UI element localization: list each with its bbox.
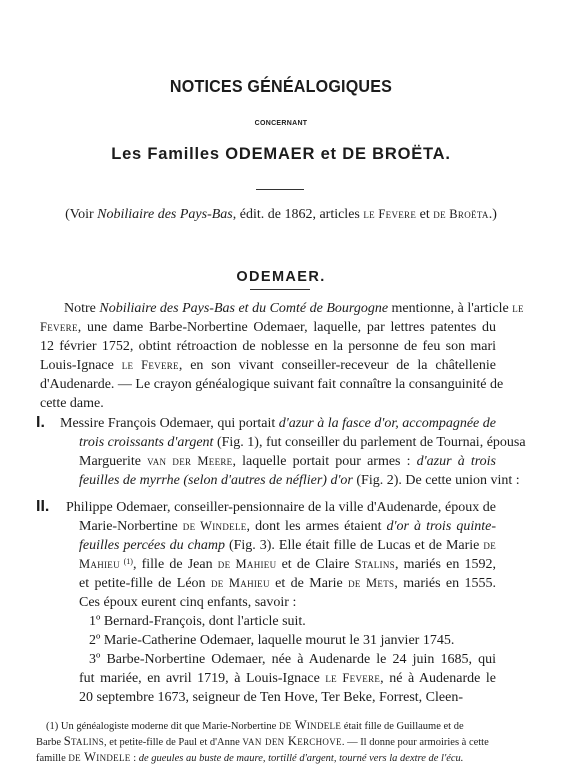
degree-ii-line [89,614,306,630]
small-caps-run: Mahieu [79,557,120,571]
italic-run: feuilles de myrrhe (selon d'autres de néflier) d'or [79,473,353,488]
footnote-ref[interactable]: (1) [119,557,133,566]
degree-ii-line [89,652,496,668]
text-run: et de Marie [269,576,349,591]
italic-run: d'azur à trois [416,454,496,469]
text-run: était fille de Guillaume et de [341,721,464,732]
small-caps-run: le Fevere [121,358,179,372]
ref-open: (Voir [65,207,98,222]
italic-run: feuilles percées du champ [79,538,225,553]
degree-numeral-i: I. [36,414,45,431]
text-run: , en son vivant conseiller-receveur de la châtellenie [178,358,496,373]
text-run: Ces époux eurent cinq enfants, savoir : [79,595,297,610]
text-run: . — Il donne pour armoiries à cette [341,737,489,748]
ref-edition: , édit. de 1862, articles [232,207,364,222]
families-prefix: Les Familles [111,145,220,163]
footnote-line [36,750,463,765]
italic-run: de gueules au buste de maure, tortillé d'argent, tourné vers la dextre de l'écu. [138,753,464,764]
text-run: , mariés en 1592, [394,557,497,572]
text-run: Marie-Norbertine [79,519,183,534]
text-run: 3º Barbe-Norbertine Odemaer, née à Audenarde le 24 juin 1685, qui [89,652,496,667]
small-caps-run: Fevere [40,320,78,334]
footnote-line [36,734,489,749]
small-caps-run: de [483,538,496,552]
text-run: : [130,753,139,764]
text-run: , une dame Barbe-Norbertine Odemaer, laquelle, par lettres patentes du [77,320,496,335]
concernant-label: CONCERNANT [254,120,308,127]
degree-i-line [79,435,526,451]
italic-run: trois croissants d'argent [79,435,214,450]
section-title-odemaer: ODEMAER. [236,269,326,285]
small-caps-run: de Mahieu [210,576,270,590]
ref-article-de-broeta: de Broëta [433,207,489,221]
reference-note [0,207,562,223]
small-caps-run: Stalins [63,734,105,748]
text-run: , né à Audenarde le [380,671,496,686]
degree-i-line [79,454,496,470]
small-caps-run: le Fevere [325,671,381,685]
intro-line [40,377,504,393]
text-run: cette dame. [40,396,104,411]
small-caps-run: Stalins [354,557,395,571]
degree-ii-line [79,557,496,573]
title-divider [256,189,304,190]
text-run: famille [36,753,69,764]
small-caps-run: de Mets [348,576,395,590]
ref-close: .) [488,207,497,222]
text-run: , mariés en 1555. [394,576,497,591]
small-caps-run: van der Meere [147,454,233,468]
intro-line [40,396,104,412]
italic-run: d'or à trois quinte- [386,519,496,534]
text-run: , laquelle portait pour armes : [232,454,417,469]
text-run: et petite-fille de Léon [79,576,211,591]
page-title: NOTICES GÉNÉALOGIQUES [169,76,393,96]
intro-line [40,358,496,374]
text-run: Messire François Odemaer, qui portait [60,416,279,431]
text-run: 1º Bernard-François, dont l'article suit. [89,614,306,629]
text-run: (Fig. 1), fut conseiller du parlement de Tournai, épousa [213,435,526,450]
small-caps-run: de Windele [278,718,342,732]
degree-i-line [60,416,496,432]
degree-ii-line [79,595,296,611]
text-run: 2º Marie-Catherine Odemaer, laquelle mourut le 31 janvier 1745. [89,633,455,648]
degree-ii-line [79,576,496,592]
small-caps-run: le [512,301,524,315]
degree-ii-line [79,519,496,535]
text-run: (Fig. 3). Elle était fille de Lucas et de Marie [224,538,484,553]
small-caps-run: de Windele [68,750,131,764]
degree-ii-line [66,500,496,516]
degree-numeral-ii: II. [36,498,50,515]
ref-work-title: Nobiliaire des Pays-Bas [97,207,233,222]
text-run: Barbe [36,737,64,748]
italic-run: Nobiliaire des Pays-Bas et du Comté de Bourgogne [99,301,389,316]
footnote-line [46,718,464,733]
family-name-odemaer: ODEMAER [225,145,316,163]
small-caps-run: van den Kerchove [242,734,342,748]
ref-conjunction: et [416,207,434,222]
degree-ii-line [89,633,454,649]
degree-ii-line [79,671,496,687]
ref-article-le-fevere: le Fevere [363,207,417,221]
text-run: 12 février 1752, obtint rétroaction de noblesse en la personne de feu son mari [40,339,496,354]
small-caps-run: de Windele [182,519,247,533]
text-run: Louis-Ignace [40,358,122,373]
text-run: , fille de Jean [132,557,218,572]
text-run: , dont les armes étaient [246,519,387,534]
text-run: , et petite-fille de Paul et d'Anne [104,737,243,748]
text-run: fut mariée, en avril 1719, à Louis-Ignace [79,671,326,686]
text-run: mentionne, à l'article [388,301,513,316]
text-run: Notre [64,301,100,316]
families-conjunction: et [320,145,337,163]
italic-run: d'azur à la fasce d'or, accompagnée de [278,416,496,431]
text-run: d'Audenarde. — Le crayon généalogique suivant fait connaître la consanguinité de [40,377,504,392]
text-run: 20 septembre 1673, seigneur de Ten Hove, Ter Beke, Forrest, Cleen- [79,690,463,705]
text-run: Philippe Odemaer, conseiller-pensionnaire de la ville d'Audenarde, époux de [66,500,496,515]
degree-ii-line [79,538,496,554]
family-name-de-broeta: DE BROËTA. [342,145,451,163]
intro-line [64,301,524,317]
degree-ii-line [79,690,463,706]
degree-i-line [79,473,520,489]
families-heading [0,145,562,164]
text-run: et de Claire [276,557,355,572]
intro-line [40,339,496,355]
text-run: (Fig. 2). De cette union vint : [352,473,520,488]
intro-line [40,320,496,336]
text-run: (1) Un généalogiste moderne dit que Marie-Norbertine [46,721,279,732]
section-underline [250,289,310,290]
text-run: Marguerite [79,454,148,469]
small-caps-run: de Mahieu [217,557,277,571]
